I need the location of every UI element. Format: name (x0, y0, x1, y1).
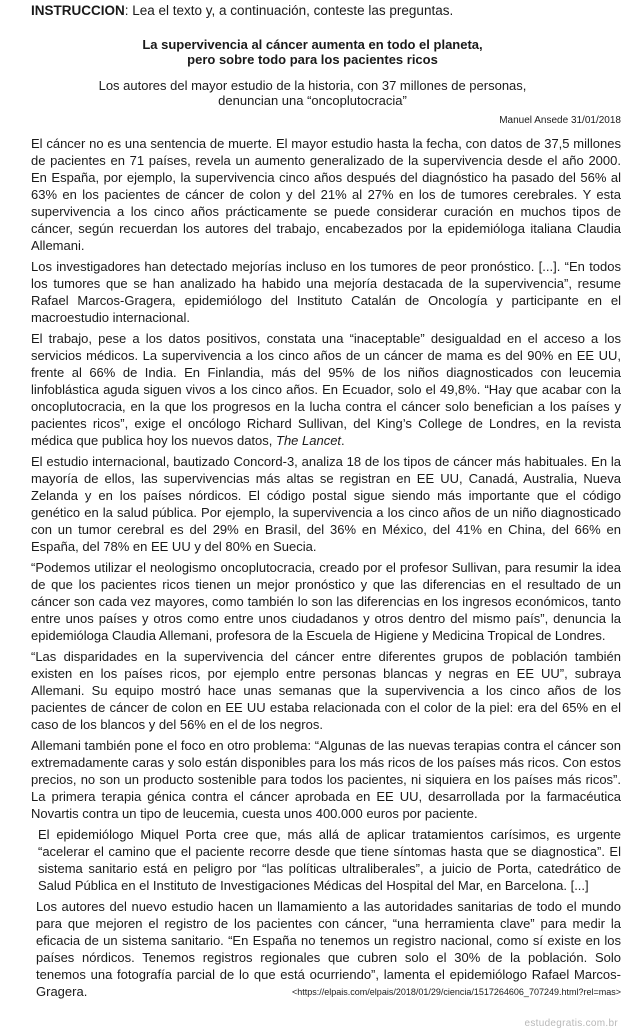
instruction-label: INSTRUCCION (31, 3, 125, 18)
instruction (31, 2, 621, 19)
paragraph-8: El epidemiólogo Miquel Porta cree que, más allá de aplicar tratamientos carísimos, es urgente “acelerar el camino que el paciente recorre desde que tiene síntomas hasta que se diagnostica”. El sistema sanitario está en peligro por “las políticas ultraliberales”, a juicio de Porta, catedrático de Salud Pública en el Instituto de Investigaciones Médicas del Hospital del Mar, en Barcelona. [...] (38, 827, 621, 893)
paragraph-7: Allemani también pone el foco en otro problema: “Algunas de las nuevas terapias contra el cáncer son extremadamente caras y solo están disponibles para los más ricos de los países más ricos. Con estos precios, no son un producto sostenible para todos los pacientes, ni siquiera en los países más ricos”. La primera terapia génica contra el cáncer aprobada en EE UU, desarrollada por la farmacéutica Novartis contra un tipo de leucemia, cuesta unos 400.000 euros por paciente. (31, 738, 621, 821)
paragraph-3 (31, 330, 621, 449)
watermark: estudegratis.com.br (524, 1018, 618, 1029)
paragraph-9: Los autores del nuevo estudio hacen un llamamiento a las autoridades sanitarias de todo el mundo para que mejoren el registro de los pacientes con cáncer, “una herramienta clave” para medir la eficacia de un sistema sanitario. “En España no tenemos un registro nacional, como sí existe en los países nórdicos. Tenemos registros regionales que cubren solo el 30% de la población. Solo tenemos una fotografía parcial de lo que está ocurriendo”, lamenta el epidemiólogo Rafael Marcos-Gragera. (36, 899, 621, 999)
journal-name: The Lancet (276, 433, 342, 448)
article-title (0, 37, 625, 67)
subtitle-line-1: Los autores del mayor estudio de la historia, con 37 millones de personas, (98, 78, 527, 93)
paragraph-3-end: . (341, 433, 345, 448)
article-subtitle (0, 78, 625, 108)
title-line-2: pero sobre todo para los pacientes ricos (187, 52, 438, 67)
paragraph-6: “Las disparidades en la supervivencia del cáncer entre diferentes grupos de población también existen en los países ricos, por ejemplo entre personas blancas y negras en EE UU”, subraya Allemani. Su equipo mostró hace unas semanas que la supervivencia a los cinco años de los pacientes de cáncer de colon en EE UU estaba relacionada con el color de la piel: era del 65% en el caso de los blancos y del 56% en el de los negros. (31, 649, 621, 732)
byline: Manuel Ansede 31/01/2018 (499, 115, 621, 126)
paragraph-2: Los investigadores han detectado mejorías incluso en los tumores de peor pronóstico. [...]. “En todos los tumores que se han analizado ha habido una mejoría destacada de la supervivencia”, resume Rafael Marcos-Gragera, epidemiólogo del Instituto Catalán de Oncología y participante en el macroestudio internacional. (31, 259, 621, 325)
subtitle-line-2: denuncian una “oncoplutocracia” (218, 93, 407, 108)
title-line-1: La supervivencia al cáncer aumenta en todo el planeta, (142, 37, 483, 52)
paragraph-1: El cáncer no es una sentencia de muerte. El mayor estudio hasta la fecha, con datos de 37,5 millones de pacientes en 71 países, revela un aumento generalizado de la supervivencia desde el año 2000. En España, por ejemplo, la supervivencia cinco años después del diagnóstico ha pasado del 56% al 63% en los pacientes de cáncer de colon y del 21% al 27% en los de tumores cerebrales. Y esta supervivencia a los cinco años prácticamente se puede considerar curación en muchos tipos de cáncer, según recuerdan los autores del trabajo, encabezados por la epidemióloga italiana Claudia Allemani. (31, 136, 621, 253)
paragraph-5: “Podemos utilizar el neologismo oncoplutocracia, creado por el profesor Sullivan, para resumir la idea de que los pacientes ricos tienen un mejor pronóstico y que las diferencias en el resultado de un cáncer son cada vez mayores, como también lo son las diferencias en los ingresos económicos, tanto entre unos países y otros como entre unos ciudadanos y otros dentro del mismo país”, denuncia la epidemióloga Claudia Allemani, profesora de la Escuela de Higiene y Medicina Tropical de Londres. (31, 560, 621, 643)
paragraph-4: El estudio internacional, bautizado Concord-3, analiza 18 de los tipos de cáncer más habituales. En la mayoría de ellos, las supervivencias más altas se registran en EE UU, Canadá, Australia, Nueva Zelanda y en los países nórdicos. El código postal sigue siendo más importante que el código genético en la salud pública. Por ejemplo, la supervivencia a los cinco años de un niño diagnosticado con un tumor cerebral es del 29% en Brasil, del 36% en México, del 41% en China, del 66% en España, del 78% en EE UU y del 80% en Suecia. (31, 454, 621, 554)
paragraph-3-text: El trabajo, pese a los datos positivos, constata una “inaceptable” desigualdad en el acceso a los servicios médicos. La supervivencia a los cinco años de un cáncer de mama es del 90% en EE UU, frente al 66% de India. En Finlandia, más del 95% de los niños diagnosticados con leucemia linfoblástica aguda siguen vivos a los cinco años. En Ecuador, solo el 49,8%. “Hay que acabar con la oncoplutocracia, en la que los progresos en la lucha contra el cáncer solo benefician a los países y pacientes ricos”, exige el oncólogo Richard Sullivan, del King’s College de Londres, en la revista médica que publica hoy los nuevos datos, (31, 331, 621, 448)
article-body (31, 135, 621, 1004)
instruction-text: : Lea el texto y, a continuación, conteste las preguntas. (124, 3, 454, 18)
source-url: <https://elpais.com/elpais/2018/01/29/ciencia/1517264606_707249.html?rel=mas> (292, 987, 621, 997)
